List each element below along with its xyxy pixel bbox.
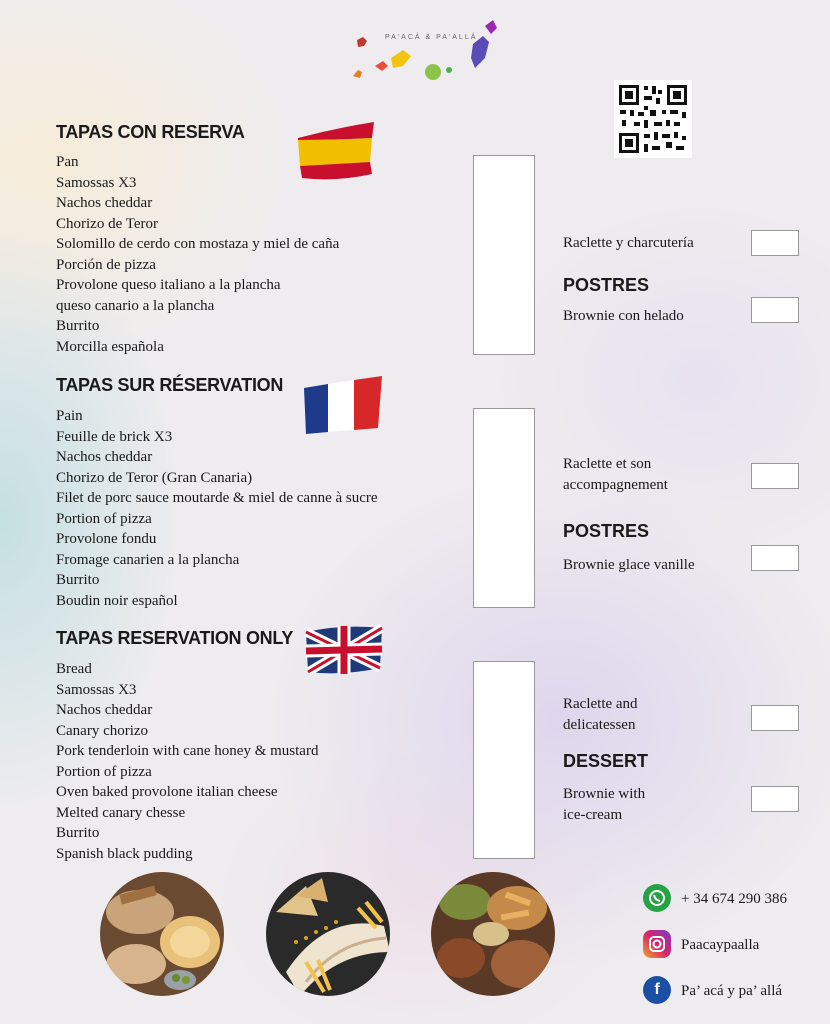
list-item: Portion of pizza	[56, 510, 152, 527]
raclette-checkbox-es[interactable]	[751, 230, 799, 256]
logo-text: PA'ACÁ & PA'ALLÁ	[385, 34, 478, 41]
list-item: Samossas X3	[56, 174, 137, 191]
menu-list-fr	[56, 406, 378, 611]
section-title-fr: TAPAS SUR RÉSERVATION	[56, 375, 284, 395]
raclette-label-en: Raclette and delicatessen	[563, 696, 638, 733]
dessert-title-en: DESSERT	[563, 751, 649, 771]
list-item: Bread	[56, 661, 92, 677]
order-box-es[interactable]	[473, 155, 535, 355]
brownie-label-fr: Brownie glace vanille	[563, 557, 695, 573]
list-item: Porción de pizza	[56, 256, 156, 273]
menu-list-es	[56, 152, 339, 357]
food-photo-burrito	[266, 872, 390, 996]
list-item: Burrito	[56, 318, 100, 334]
list-item: Nachos cheddar	[56, 449, 153, 465]
list-item: Chorizo de Teror (Gran Canaria)	[56, 469, 253, 486]
order-box-en[interactable]	[473, 661, 535, 859]
list-item: Pork tenderloin with cane honey & mustard	[56, 743, 319, 759]
section-title-en: TAPAS RESERVATION ONLY	[56, 628, 294, 648]
facebook-icon[interactable]: f	[643, 976, 671, 1004]
list-item: Chorizo de Teror	[56, 215, 158, 232]
brand-logo	[345, 14, 510, 84]
brownie-checkbox-es[interactable]	[751, 297, 799, 323]
qr-code[interactable]	[614, 80, 692, 158]
list-item: Nachos cheddar	[56, 195, 153, 211]
list-item: Portion of pizza	[56, 763, 152, 780]
list-item: Nachos cheddar	[56, 702, 153, 718]
list-item: Filet de porc sauce moutarde & miel de canne à sucre	[56, 490, 378, 506]
list-item: Burrito	[56, 572, 100, 588]
dessert-title-es: POSTRES	[563, 275, 650, 295]
list-item: Boudin noir español	[56, 592, 178, 609]
brownie-label-en: Brownie with ice-cream	[563, 786, 646, 823]
list-item: Provolone queso italiano a la plancha	[56, 277, 281, 293]
raclette-label-fr: Raclette et son accompagnement	[563, 456, 668, 493]
list-item: Spanish black pudding	[56, 845, 193, 862]
instagram-handle[interactable]: Paacaypaalla	[681, 937, 760, 953]
section-title-es: TAPAS CON RESERVA	[56, 122, 245, 142]
raclette-checkbox-en[interactable]	[751, 705, 799, 731]
list-item: queso canario a la plancha	[56, 297, 215, 314]
facebook-page[interactable]: Pa’ acá y pa’ allá	[681, 983, 783, 999]
food-photo-tapas	[100, 872, 224, 996]
list-item: Morcilla española	[56, 338, 164, 355]
whatsapp-icon[interactable]	[643, 884, 671, 912]
raclette-checkbox-fr[interactable]	[751, 463, 799, 489]
instagram-icon[interactable]	[643, 930, 671, 958]
list-item: Oven baked provolone italian cheese	[56, 784, 278, 800]
menu-list-en	[56, 659, 318, 864]
raclette-label-es: Raclette y charcutería	[563, 235, 694, 251]
list-item: Burrito	[56, 825, 100, 841]
brownie-label-es: Brownie con helado	[563, 308, 684, 324]
list-item: Samossas X3	[56, 681, 137, 698]
list-item: Feuille de brick X3	[56, 428, 173, 445]
list-item: Pan	[56, 154, 79, 170]
list-item: Solomillo de cerdo con mostaza y miel de caña	[56, 236, 340, 252]
brownie-checkbox-fr[interactable]	[751, 545, 799, 571]
phone-number[interactable]: + 34 674 290 386	[681, 891, 787, 907]
dessert-title-fr: POSTRES	[563, 521, 650, 541]
list-item: Canary chorizo	[56, 722, 149, 739]
food-photo-platter	[431, 872, 555, 996]
list-item: Fromage canarien a la plancha	[56, 551, 240, 568]
brownie-checkbox-en[interactable]	[751, 786, 799, 812]
order-box-fr[interactable]	[473, 408, 535, 608]
list-item: Melted canary chesse	[56, 804, 186, 821]
list-item: Pain	[56, 408, 83, 424]
list-item: Provolone fondu	[56, 531, 157, 547]
